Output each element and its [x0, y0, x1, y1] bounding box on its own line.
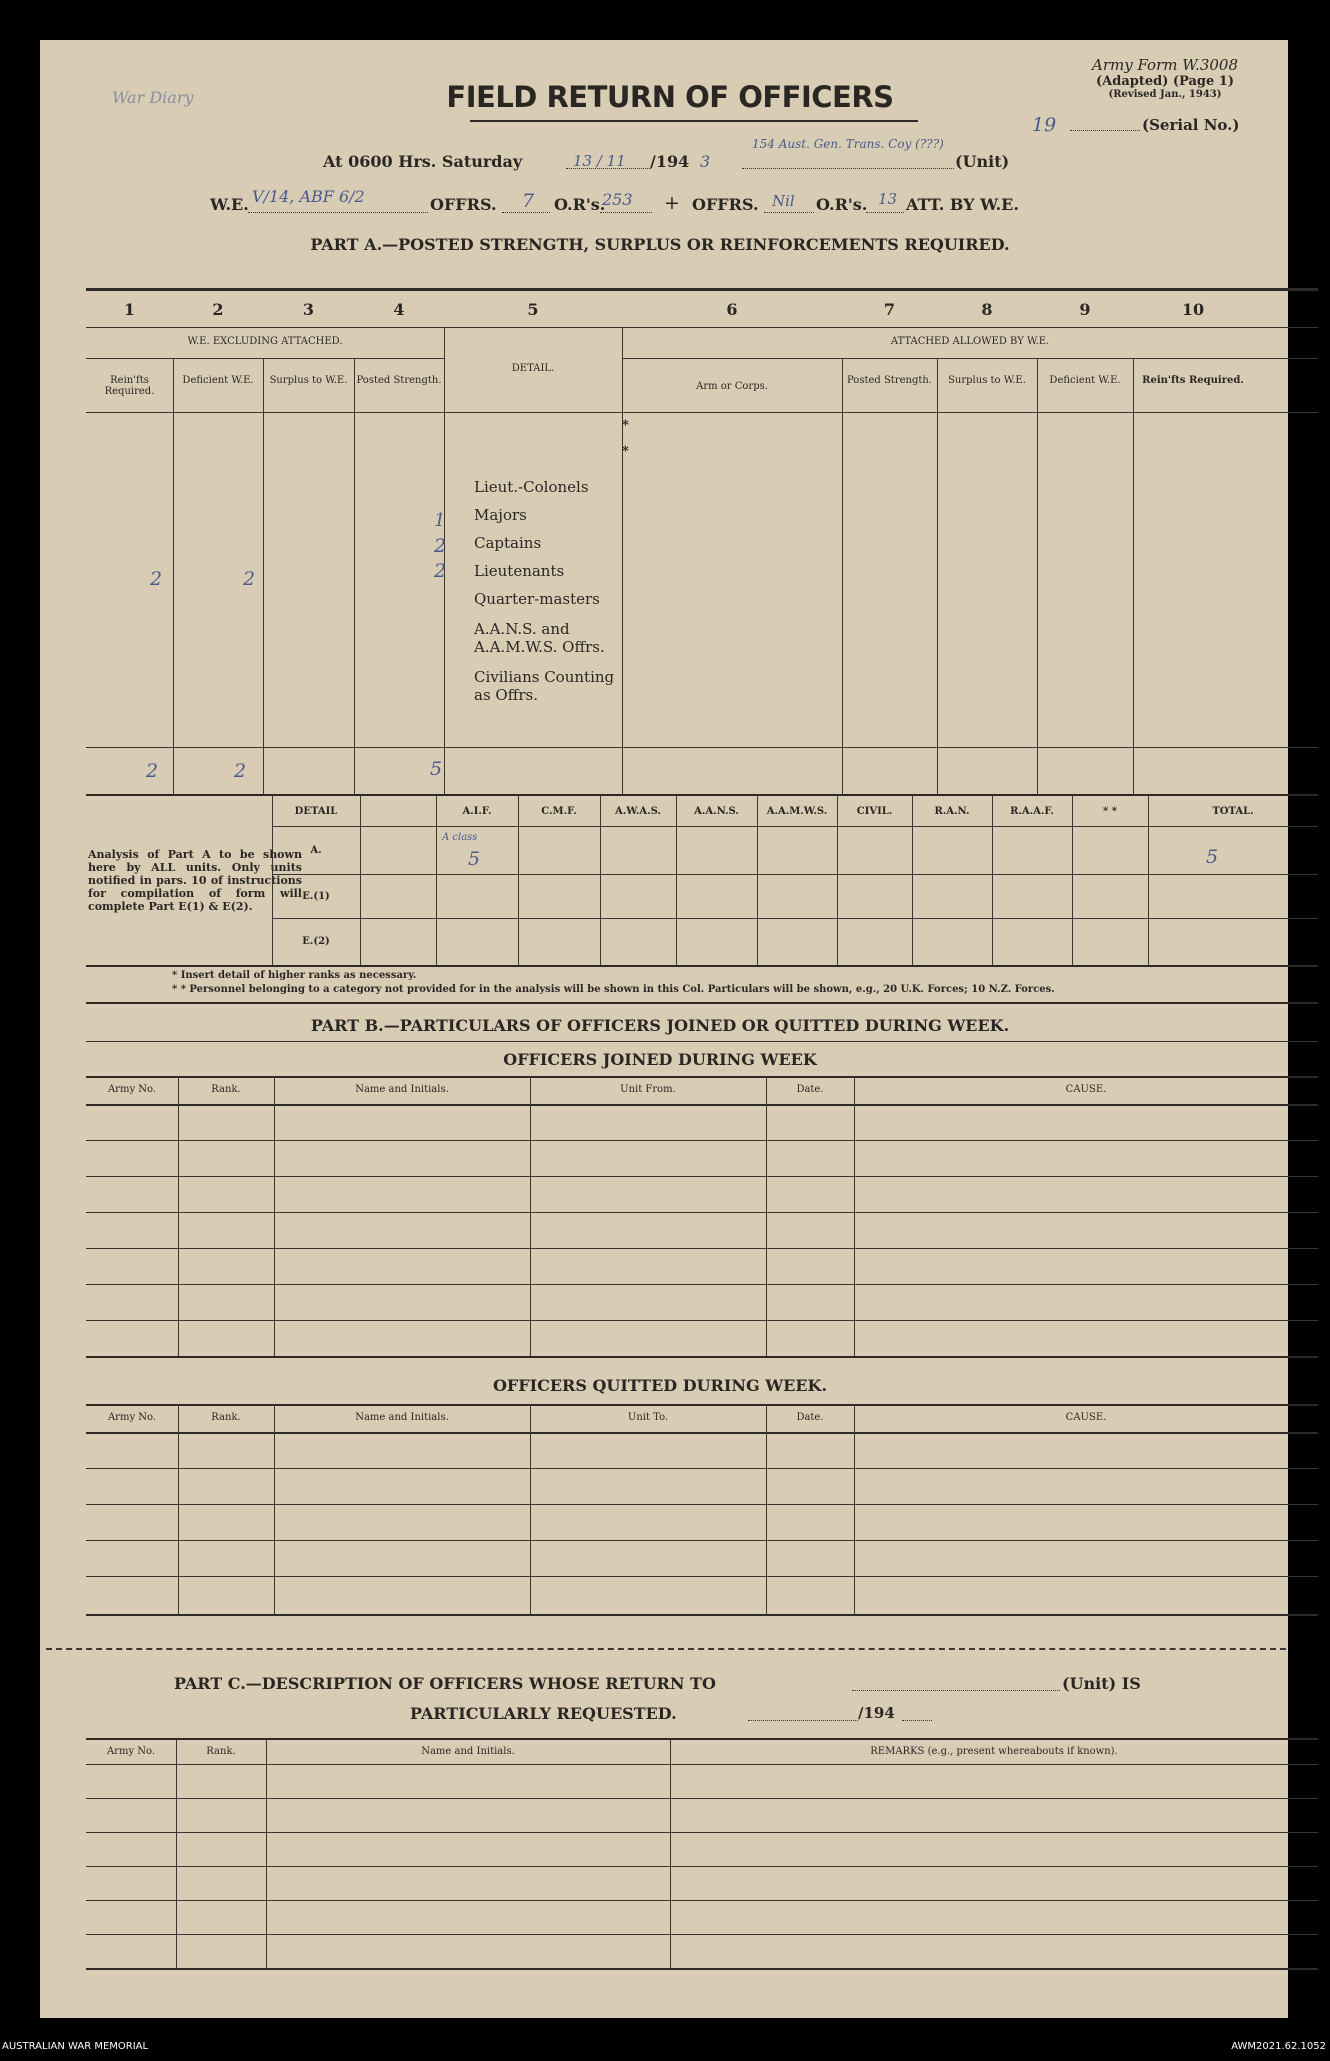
plus-sign: +: [664, 192, 680, 214]
offrs-dotline: [502, 212, 550, 213]
col-number-4: 4: [393, 300, 405, 319]
part-a-vline: [354, 358, 355, 794]
quitted-row-rule: [86, 1576, 1318, 1577]
ors2-value: 13: [878, 190, 898, 208]
part-c-date-dotline: [748, 1720, 858, 1721]
footnote-1: * Insert detail of higher ranks as necessary.: [172, 970, 417, 981]
analysis-vline: [837, 794, 838, 965]
part-c-head-army-no: Army No.: [106, 1746, 156, 1757]
offrs2-label: OFFRS.: [692, 195, 759, 214]
analysis-row-rule: [272, 874, 1318, 875]
attached-allowed-head: ATTACHED ALLOWED BY W.E.: [890, 336, 1050, 347]
analysis-head-other: * *: [1103, 806, 1117, 817]
hw-reinf-required: 2: [150, 568, 163, 590]
analysis-head-aans: A.A.N.S.: [694, 806, 739, 817]
joined-head-rank: Rank.: [211, 1084, 241, 1095]
quitted-vline: [854, 1404, 855, 1614]
part-c-vline: [266, 1738, 267, 1968]
cut-line: [46, 1648, 1286, 1650]
part-a-title: PART A.—POSTED STRENGTH, SURPLUS OR REINFORCEMENTS REQUIRED.: [310, 235, 1010, 254]
ors-dotline: [600, 212, 652, 213]
quitted-head-cause: CAUSE.: [1065, 1412, 1107, 1423]
joined-vline: [274, 1076, 275, 1356]
part-c-bottom-rule: [86, 1968, 1318, 1970]
quitted-head-unit-to: Unit To.: [627, 1412, 669, 1423]
quitted-head-name: Name and Initials.: [355, 1412, 449, 1423]
analysis-row-e1: E.(1): [302, 891, 330, 902]
analysis-head-ran: R.A.N.: [934, 806, 970, 817]
analysis-vline: [912, 794, 913, 965]
part-c-vline: [176, 1738, 177, 1968]
analysis-vline: [992, 794, 993, 965]
col-number-8: 8: [981, 300, 993, 319]
analysis-vline: [1072, 794, 1073, 965]
joined-vline: [178, 1076, 179, 1356]
rank-majors: Majors: [474, 506, 527, 524]
rank-lieutenants: Lieutenants: [474, 562, 565, 580]
part-a-top-rule: [86, 288, 1318, 291]
document-page: [40, 40, 1288, 2018]
ors-label: O.R's.: [554, 195, 606, 214]
quitted-vline: [530, 1404, 531, 1614]
offrs2-dotline: [764, 212, 814, 213]
footnote-2: * * Personnel belonging to a category not provided for in the analysis will be shown in this Col. Particulars will be shown, e.g., 20 U.K. Forces; 10 N.Z. Forces.: [172, 984, 1055, 995]
hw-deficient: 2: [243, 568, 256, 590]
star-marker-1: *: [622, 418, 629, 433]
part-a-vline: [842, 358, 843, 794]
aif-class-note: A class: [442, 832, 478, 843]
part-c-head-bottom-rule: [86, 1764, 1318, 1765]
rank-captains: Captains: [474, 534, 542, 552]
joined-head-army-no: Army No.: [107, 1084, 157, 1095]
analysis-head-awas: A.W.A.S.: [615, 806, 661, 817]
part-a-totals-rule: [86, 747, 1318, 748]
analysis-row-a: A.: [310, 845, 322, 856]
analysis-vline: [360, 794, 361, 965]
analysis-row-e2: E.(2): [302, 936, 330, 947]
aif-value: 5: [468, 848, 481, 870]
detail-head: DETAIL.: [511, 363, 555, 374]
part-b-top-rule: [86, 1002, 1318, 1004]
part-a-bottom-rule: [86, 794, 1318, 796]
part-b-title-rule: [86, 1041, 1318, 1042]
quitted-title: OFFICERS QUITTED DURING WEEK.: [492, 1376, 828, 1395]
date-value: 13 / 11: [573, 152, 626, 170]
offrs2-value: Nil: [772, 192, 795, 210]
col-number-3: 3: [302, 300, 315, 319]
army-form-number: Army Form W.3008: [1092, 56, 1238, 74]
serial-dotline: [1070, 130, 1140, 131]
ors2-dotline: [866, 212, 904, 213]
analysis-head-detail: DETAIL: [294, 806, 338, 817]
joined-row-rule: [86, 1176, 1318, 1177]
analysis-head-aif: A.I.F.: [462, 806, 492, 817]
analysis-head-aamws: A.A.M.W.S.: [766, 806, 828, 817]
total-deficient: 2: [234, 760, 247, 782]
we-excluding-attached-head: W.E. EXCLUDING ATTACHED.: [187, 336, 343, 347]
year-value: 3: [700, 152, 711, 171]
analysis-head-cmf: C.M.F.: [541, 806, 577, 817]
col-number-6: 6: [726, 300, 738, 319]
part-c-vline: [670, 1738, 671, 1968]
analysis-vline: [436, 794, 437, 965]
ors-value: 253: [602, 190, 633, 209]
head-deficient: Deficient W.E.: [182, 375, 254, 386]
quitted-head-top-rule: [86, 1404, 1318, 1406]
att-by-we-label: ATT. BY W.E.: [906, 195, 1019, 214]
quitted-vline: [274, 1404, 275, 1614]
head-posted-strength: Posted Strength.: [356, 375, 442, 386]
analysis-head-total: TOTAL.: [1212, 806, 1254, 817]
part-a-vline: [263, 358, 264, 794]
joined-row-rule: [86, 1212, 1318, 1213]
quitted-bottom-rule: [86, 1614, 1318, 1616]
joined-head-name: Name and Initials.: [355, 1084, 449, 1095]
joined-row-rule: [86, 1320, 1318, 1321]
col-number-2: 2: [212, 300, 224, 319]
hw-posted-captains: 2: [434, 535, 447, 557]
analysis-head-civil: CIVIL.: [856, 806, 893, 817]
quitted-row-rule: [86, 1468, 1318, 1469]
form-title: FIELD RETURN OF OFFICERS: [446, 80, 894, 114]
col-number-10: 10: [1181, 300, 1205, 319]
rank-aans-aamws: A.A.N.S. and A.A.M.W.S. Offrs.: [474, 620, 605, 656]
part-c-title-a: PART C.—DESCRIPTION OF OFFICERS WHOSE RETURN TO: [174, 1674, 716, 1693]
head-arm-or-corps: Arm or Corps.: [696, 381, 768, 392]
col-number-5: 5: [527, 300, 539, 319]
joined-row-rule: [86, 1140, 1318, 1141]
analysis-vline: [518, 794, 519, 965]
offrs-label: OFFRS.: [430, 195, 497, 214]
we-value: V/14, ABF 6/2: [252, 187, 365, 206]
unit-label: (Unit): [955, 152, 1010, 171]
joined-vline: [530, 1076, 531, 1356]
title-underline: [470, 120, 918, 122]
part-a-vline: [173, 358, 174, 794]
quitted-row-rule: [86, 1540, 1318, 1541]
revised-label: (Revised Jan., 1943): [1108, 89, 1222, 100]
offrs-value: 7: [522, 190, 535, 212]
part-a-vline: [622, 327, 623, 794]
total-posted-strength: 5: [430, 758, 443, 780]
unit-value: 154 Aust. Gen. Trans. Coy (???): [752, 137, 944, 151]
analysis-vline: [757, 794, 758, 965]
part-b-title: PART B.—PARTICULARS OF OFFICERS JOINED OR QUITTED DURING WEEK.: [310, 1016, 1010, 1035]
quitted-vline: [766, 1404, 767, 1614]
serial-number-value: 19: [1032, 114, 1057, 136]
we-label: W.E.: [210, 195, 249, 214]
analysis-head-raaf: R.A.A.F.: [1010, 806, 1054, 817]
form-id-block: [1050, 56, 1280, 100]
head-deficient-att: Deficient W.E.: [1049, 375, 1121, 386]
part-c-head-top-rule: [86, 1738, 1318, 1740]
year-label: /194: [650, 152, 690, 171]
head-surplus: Surplus to W.E.: [269, 375, 348, 386]
rank-civilians: Civilians Counting as Offrs.: [474, 668, 615, 704]
part-c-row-rule: [86, 1832, 1318, 1833]
joined-head-bottom-rule: [86, 1104, 1318, 1106]
part-c-title-c: PARTICULARLY REQUESTED.: [410, 1704, 677, 1723]
joined-head-top-rule: [86, 1076, 1318, 1078]
joined-title: OFFICERS JOINED DURING WEEK: [503, 1050, 817, 1069]
part-c-head-remarks: REMARKS (e.g., present whereabouts if known).: [870, 1746, 1118, 1757]
joined-head-cause: CAUSE.: [1065, 1084, 1107, 1095]
head-reinf-required-att: Rein'fts Required.: [1142, 375, 1244, 386]
col-number-7: 7: [883, 300, 896, 319]
part-c-row-rule: [86, 1934, 1318, 1935]
ors2-label: O.R's.: [816, 195, 868, 214]
head-reinf-required: Rein'fts Required.: [104, 375, 155, 397]
footer-credit: AUSTRALIAN WAR MEMORIAL: [2, 2041, 149, 2052]
part-c-year-dotline: [902, 1720, 932, 1721]
joined-row-rule: [86, 1284, 1318, 1285]
joined-vline: [854, 1076, 855, 1356]
joined-bottom-rule: [86, 1356, 1318, 1358]
analysis-head-rule: [272, 826, 1318, 827]
col-number-1: 1: [123, 300, 136, 319]
date-dotline: [566, 168, 650, 169]
quitted-head-bottom-rule: [86, 1432, 1318, 1434]
part-c-row-rule: [86, 1866, 1318, 1867]
total-value: 5: [1206, 846, 1219, 868]
analysis-vline: [600, 794, 601, 965]
quitted-head-rank: Rank.: [211, 1412, 241, 1423]
head-posted-strength-att: Posted Strength.: [846, 375, 933, 386]
head-surplus-att: Surplus to W.E.: [948, 375, 1026, 386]
joined-vline: [766, 1076, 767, 1356]
part-c-unit-dotline: [852, 1690, 1060, 1691]
quitted-row-rule: [86, 1504, 1318, 1505]
analysis-vline: [1148, 794, 1149, 965]
rank-lieut-colonels: Lieut.-Colonels: [474, 478, 589, 496]
col-number-rule: [86, 327, 1318, 328]
part-c-title-b: (Unit) IS: [1062, 1674, 1141, 1693]
total-reinf-required: 2: [146, 760, 159, 782]
part-c-row-rule: [86, 1900, 1318, 1901]
adapted-label: (Adapted) (Page 1): [1096, 74, 1234, 89]
rank-quarter-masters: Quarter-masters: [474, 590, 600, 608]
part-c-year: /194: [858, 1704, 895, 1722]
analysis-vline: [676, 794, 677, 965]
part-a-vline: [1037, 358, 1038, 794]
at-hours-label: At 0600 Hrs. Saturday: [323, 152, 523, 171]
quitted-head-army-no: Army No.: [107, 1412, 157, 1423]
hw-posted-lieutenants: 2: [434, 560, 447, 582]
we-dotline: [248, 212, 428, 213]
analysis-note: Analysis of Part A to be shown here by ALL units. Only units notified in pars. 10 of instructions for compilation of form will complete Part E(1) & E(2).: [88, 848, 302, 913]
attached-sub-rule: [622, 358, 1318, 359]
unit-dotline: [742, 168, 954, 169]
joined-head-unit-from: Unit From.: [620, 1084, 676, 1095]
part-c-row-rule: [86, 1798, 1318, 1799]
quitted-head-date: Date.: [796, 1412, 824, 1423]
footer-accession-number: AWM2021.62.1052: [1231, 2041, 1326, 2052]
star-marker-2: *: [622, 444, 629, 459]
part-a-vline: [1133, 358, 1134, 794]
we-sub-rule: [86, 358, 444, 359]
analysis-row-rule: [272, 918, 1318, 919]
handwritten-war-diary-note: War Diary: [112, 88, 194, 107]
quitted-vline: [178, 1404, 179, 1614]
part-c-head-name: Name and Initials.: [421, 1746, 515, 1757]
part-c-head-rank: Rank.: [206, 1746, 236, 1757]
joined-row-rule: [86, 1248, 1318, 1249]
part-a-vline: [937, 358, 938, 794]
col-number-9: 9: [1079, 300, 1091, 319]
hw-posted-majors: 1: [434, 510, 446, 531]
analysis-bottom-rule: [86, 965, 1318, 967]
serial-label: (Serial No.): [1142, 116, 1240, 134]
joined-head-date: Date.: [796, 1084, 824, 1095]
